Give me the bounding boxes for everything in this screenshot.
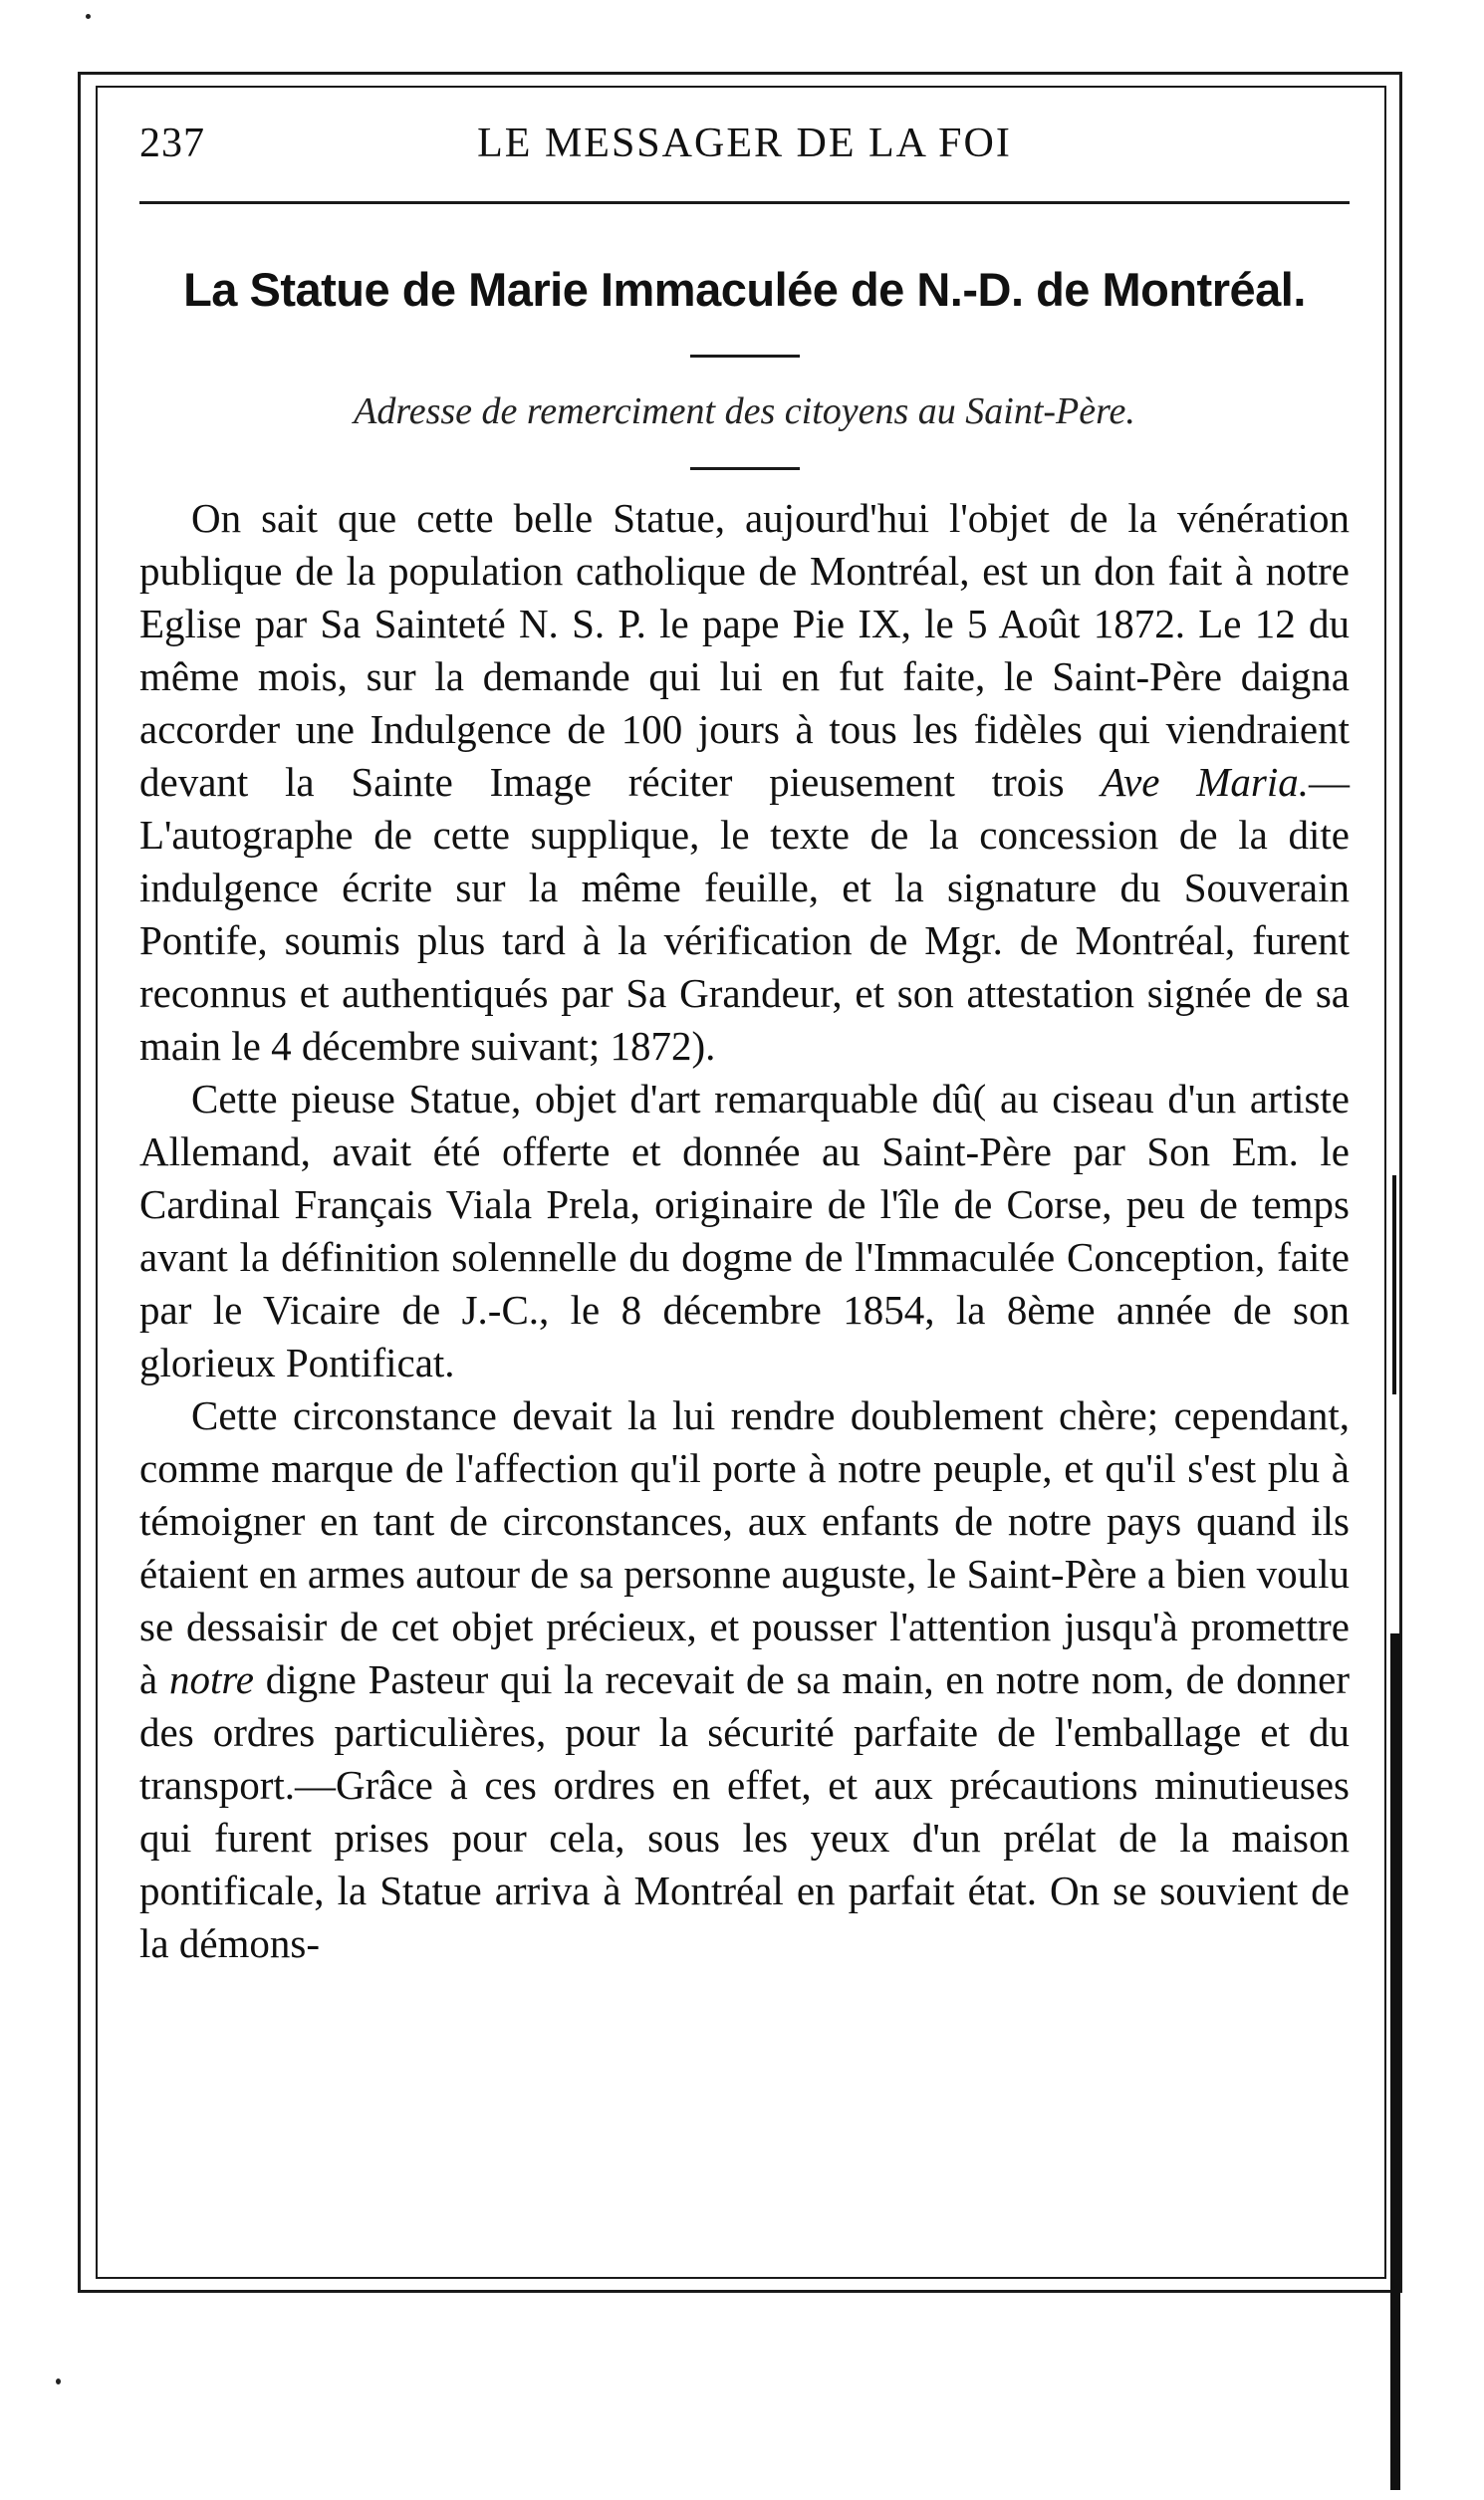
- article-title: La Statue de Marie Immaculée de N.-D. de Montréal.: [183, 263, 1306, 316]
- subtitle-rule: [690, 467, 800, 470]
- scan-speck: [86, 14, 91, 19]
- emphasis-text: Ave Maria.: [1101, 759, 1310, 805]
- page-number: 237: [139, 121, 205, 166]
- scan-speck: [56, 2378, 61, 2384]
- title-rule: [690, 355, 800, 358]
- journal-title: LE MESSAGER DE LA FOI: [477, 121, 1012, 166]
- running-head: [139, 112, 1350, 181]
- paragraph: [139, 1389, 1350, 1970]
- article-subtitle: Adresse de remerciment des citoyens au Saint-Père.: [354, 390, 1135, 432]
- paragraph: [139, 1073, 1350, 1389]
- paragraph-text: Cette pieuse Statue, objet d'art remarquable dû( au ciseau d'un artiste Allemand, avait été offerte et donnée au Saint-Père par Son Em. le Cardinal Français Viala Prela, originaire de l'île de Corse, peu de temps avant la définition solennelle du dogme de l'Immaculée Conception, faite par le Vicaire de J.-C., le 8 décembre 1854, la 8ème année de son glorieux Pontificat.: [139, 1076, 1350, 1385]
- paragraph: [139, 492, 1350, 1073]
- emphasis-text: notre: [168, 1656, 254, 1702]
- paragraph-text: digne Pasteur qui la recevait de sa main, en notre nom, de donner des ordres particulières, pour la sécurité parfaite de l'emballage et du transport.—Grâce à ces ordres en effet, et aux précautions minutieuses qui furent prises pour cela, sous les yeux d'un prélat de la maison pontificale, la Statue arriva à Montréal en parfait état. On se souvient de la démons-: [139, 1656, 1350, 1966]
- article-body: [139, 492, 1350, 1970]
- header-rule: [139, 201, 1350, 204]
- page-content: [139, 112, 1350, 1970]
- scan-edge-mark: [1392, 1175, 1396, 1394]
- paragraph-text: Cette circonstance devait la lui rendre doublement chère; cependant, comme marque de l'affection qu'il porte à notre peuple, et qu'il s'est plu à témoigner en tant de circonstances, aux enfants de notre pays quand ils étaient en armes autour de sa personne auguste, le Saint-Père a bien voulu se dessaisir de cet objet précieux, et pousser l'attention jusqu'à promettre à: [139, 1392, 1350, 1702]
- paragraph-text: On sait que cette belle Statue, aujourd'hui l'objet de la vénération publique de la population catholique de Montréal, est un don fait à notre Eglise par Sa Sainteté N. S. P. le pape Pie IX, le 5 Août 1872. Le 12 du même mois, sur la demande qui lui en fut faite, le Saint-Père daigna accorder une Indulgence de 100 jours à tous les fidèles qui viendraient devant la Sainte Image réciter pieusement trois: [139, 495, 1350, 805]
- scan-edge-mark: [1390, 1633, 1400, 2490]
- paragraph-text: —L'autographe de cette supplique, le texte de la concession de la dite indulgence écrite sur la même feuille, et la signature du Souverain Pontife, soumis plus tard à la vérification de Mgr. de Montréal, furent reconnus et authentiqués par Sa Grandeur, et son attestation signée de sa main le 4 décembre suivant; 1872).: [139, 759, 1351, 1069]
